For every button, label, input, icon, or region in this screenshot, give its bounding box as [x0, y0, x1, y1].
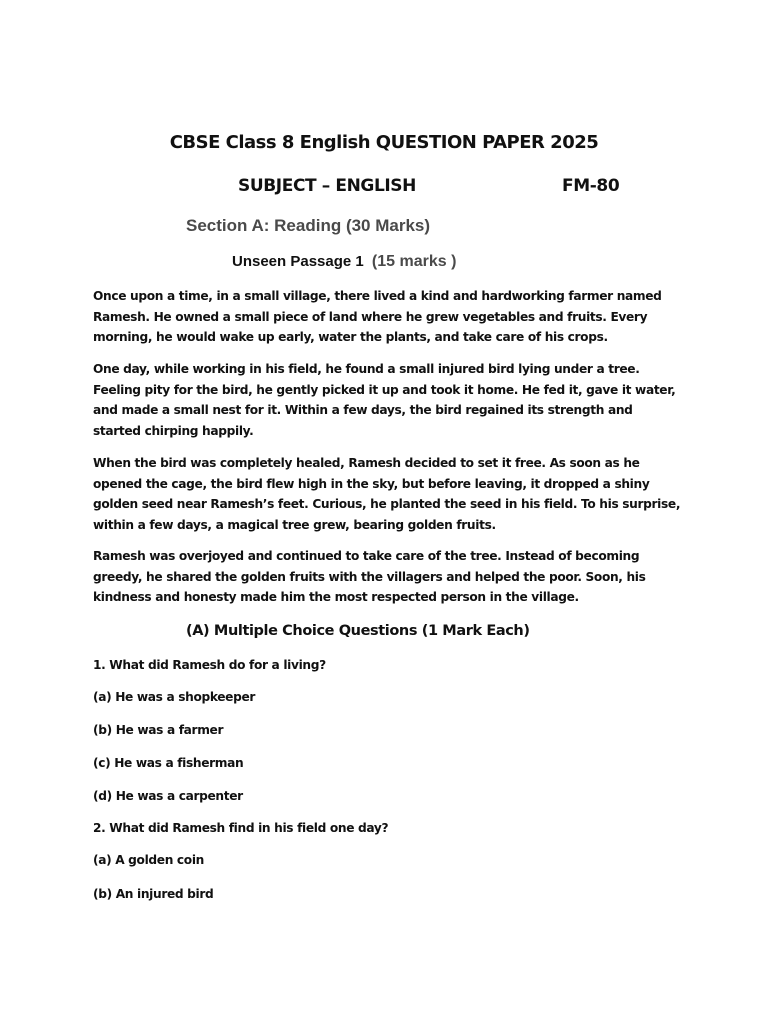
paper-title: CBSE Class 8 English QUESTION PAPER 2025 — [169, 132, 599, 153]
passage-paragraph: Ramesh was overjoyed and continued to take care of the tree. Instead of becoming greedy, he shared the golden fruits with the villagers and helped the poor. Soon, his kindness and honesty made him the most respected person in the village. — [93, 549, 646, 604]
question-1: 1. What did Ramesh do for a living? — [93, 658, 326, 672]
question-1-option-b: (b) He was a farmer — [93, 723, 224, 737]
passage-marks: (15 marks ) — [371, 253, 457, 270]
question-2-option-a: (a) A golden coin — [93, 853, 204, 867]
section-heading: Section A: Reading (30 Marks) — [186, 216, 431, 235]
question-1-option-d: (d) He was a carpenter — [93, 789, 243, 803]
question-1-option-c: (c) He was a fisherman — [93, 756, 244, 770]
question-2-option-b: (b) An injured bird — [93, 887, 214, 901]
passage-paragraph: When the bird was completely healed, Ramesh decided to set it free. As soon as he opened the cage, the bird flew high in the sky, but before leaving, it dropped a shiny golden seed near Ramesh’s feet. Curious, he planted the seed in his field. To his surprise, within a few days, a magical tree grew, bearing golden fruits. — [93, 456, 681, 532]
subject-label: SUBJECT – ENGLISH — [238, 176, 416, 196]
question-2: 2. What did Ramesh find in his field one day? — [93, 821, 389, 835]
passage-heading — [232, 253, 456, 271]
passage-paragraph: One day, while working in his field, he found a small injured bird lying under a tree. Feeling pity for the bird, he gently picked it up and took it home. He fed it, gave it water, and made a small nest for it. Within a few days, the bird regained its strength and started chirping happily. — [93, 362, 676, 438]
question-1-option-a: (a) He was a shopkeeper — [93, 690, 256, 704]
mcq-heading: (A) Multiple Choice Questions (1 Mark Each) — [186, 623, 530, 639]
passage-title: Unseen Passage 1 — [232, 253, 364, 270]
full-marks-label: FM-80 — [562, 176, 620, 196]
passage-paragraph: Once upon a time, in a small village, there lived a kind and hardworking farmer named Ramesh. He owned a small piece of land where he grew vegetables and fruits. Every morning, he would wake up early, water the plants, and take care of his crops. — [93, 289, 662, 344]
